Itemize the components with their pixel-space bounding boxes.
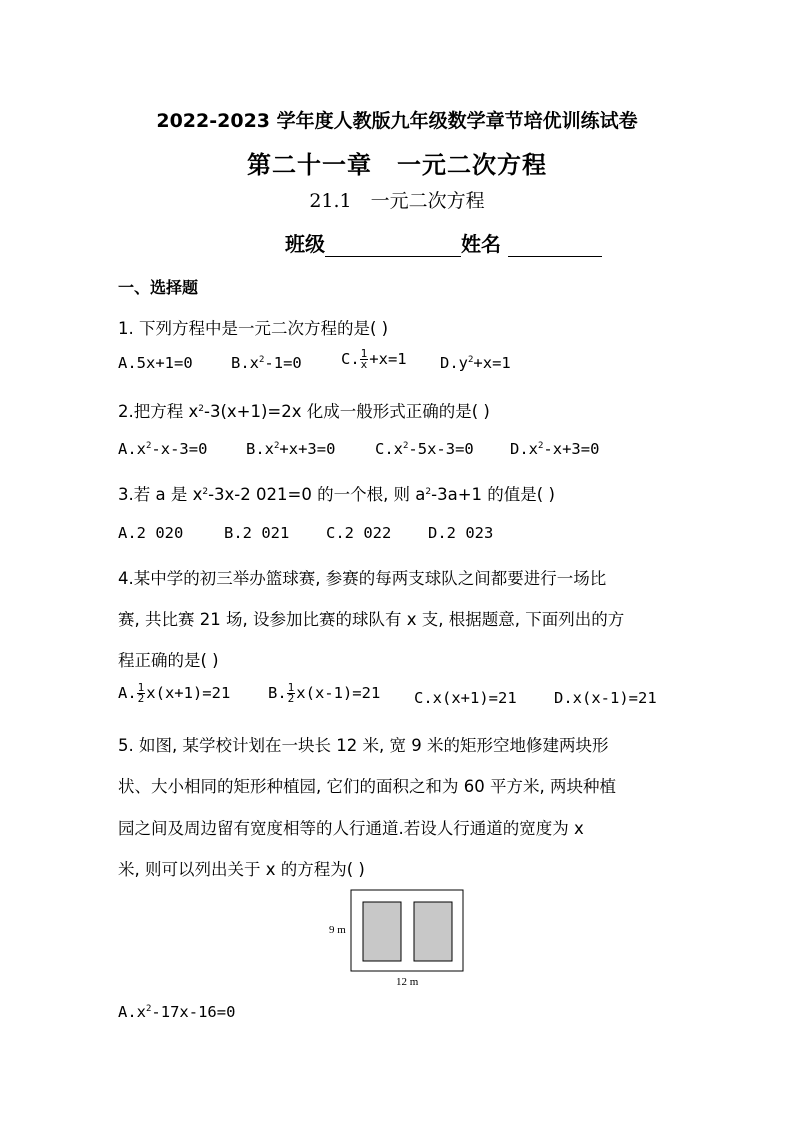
section-heading: 一、选择题 (118, 278, 199, 297)
question-5-line-4: 米, 则可以列出关于 x 的方程为( ) (118, 860, 365, 879)
paper-title: 2022-2023 学年度人教版九年级数学章节培优训练试卷 (156, 110, 638, 132)
q4-option-c: C.x(x+1)=21 (414, 689, 517, 707)
q1-option-a: A.5x+1=0 (118, 354, 193, 372)
question-3-stem: 3.若 a 是 $x^2-3x-2$ 021=0 的一个根, 则 $a^2-3a+1$ 的值是( ) (118, 485, 555, 504)
garden-diagram (325, 889, 465, 989)
fraction: $\frac{1}{2}$ (287, 681, 295, 705)
q1-option-c: C. $\frac{1}{x}$ +x=1 (341, 347, 407, 371)
q2-option-d: $D.x^2-x+3=0$ (510, 440, 600, 458)
q2-option-b: $B.x^2+x+3=0$ (246, 440, 336, 458)
q1-option-b: $B.x^2-1=0$ (231, 354, 302, 372)
question-4-line-3: 程正确的是( ) (118, 651, 219, 670)
q4-option-a: A. $\frac{1}{2}$ x(x+1)=21 (118, 681, 231, 705)
q3-option-d: D.2 023 (428, 524, 494, 542)
q3-option-a: A.2 020 (118, 524, 184, 542)
garden-figure (325, 889, 465, 989)
question-4-line-2: 赛, 共比赛 21 场, 设参加比赛的球队有 x 支, 根据题意, 下面列出的方 (118, 610, 625, 629)
q3-option-b: B.2 021 (224, 524, 290, 542)
question-1-stem: 1. 下列方程中是一元二次方程的是( ) (118, 319, 389, 338)
figure-width-label: 12 m (396, 976, 419, 988)
question-4-line-1: 4.某中学的初三举办篮球赛, 参赛的每两支球队之间都要进行一场比 (118, 569, 607, 588)
question-2-stem: 2.把方程 $x^2-3(x+1)=2x$ 化成一般形式正确的是( ) (118, 402, 490, 421)
section-title: 21.1 一元二次方程 (309, 190, 485, 212)
question-5-line-1: 5. 如图, 某学校计划在一块长 12 米, 宽 9 米的矩形空地修建两块形 (118, 736, 609, 755)
figure-height-label: 9 m (329, 924, 346, 936)
q1-option-d: $D.y^2+x=1$ (440, 354, 511, 372)
q4-option-d: D.x(x-1)=21 (554, 689, 657, 707)
q4-option-b: B. $\frac{1}{2}$ x(x-1)=21 (268, 681, 381, 705)
name-label: 姓名 (461, 232, 501, 256)
fraction: $\frac{1}{x}$ (360, 347, 368, 371)
garden-plot-right (414, 902, 452, 961)
chapter-title: 第二十一章 一元二次方程 (247, 151, 547, 179)
q5-option-a: $A.x^2-17x-16=0$ (118, 1003, 236, 1021)
garden-plot-left (363, 902, 401, 961)
question-5-line-2: 状、大小相同的矩形种植园, 它们的面积之和为 60 平方米, 两块种植 (118, 777, 616, 796)
name-blank[interactable] (508, 234, 602, 257)
q2-option-c: $C.x^2-5x-3=0$ (375, 440, 474, 458)
q3-option-c: C.2 022 (326, 524, 392, 542)
question-5-line-3: 园之间及周边留有宽度相等的人行通道.若设人行通道的宽度为 x (118, 819, 584, 838)
q2-option-a: $A.x^2-x-3=0$ (118, 440, 208, 458)
class-blank[interactable] (325, 234, 461, 257)
fraction: $\frac{1}{2}$ (137, 681, 145, 705)
student-info-line (285, 228, 602, 257)
class-label: 班级 (285, 232, 325, 256)
